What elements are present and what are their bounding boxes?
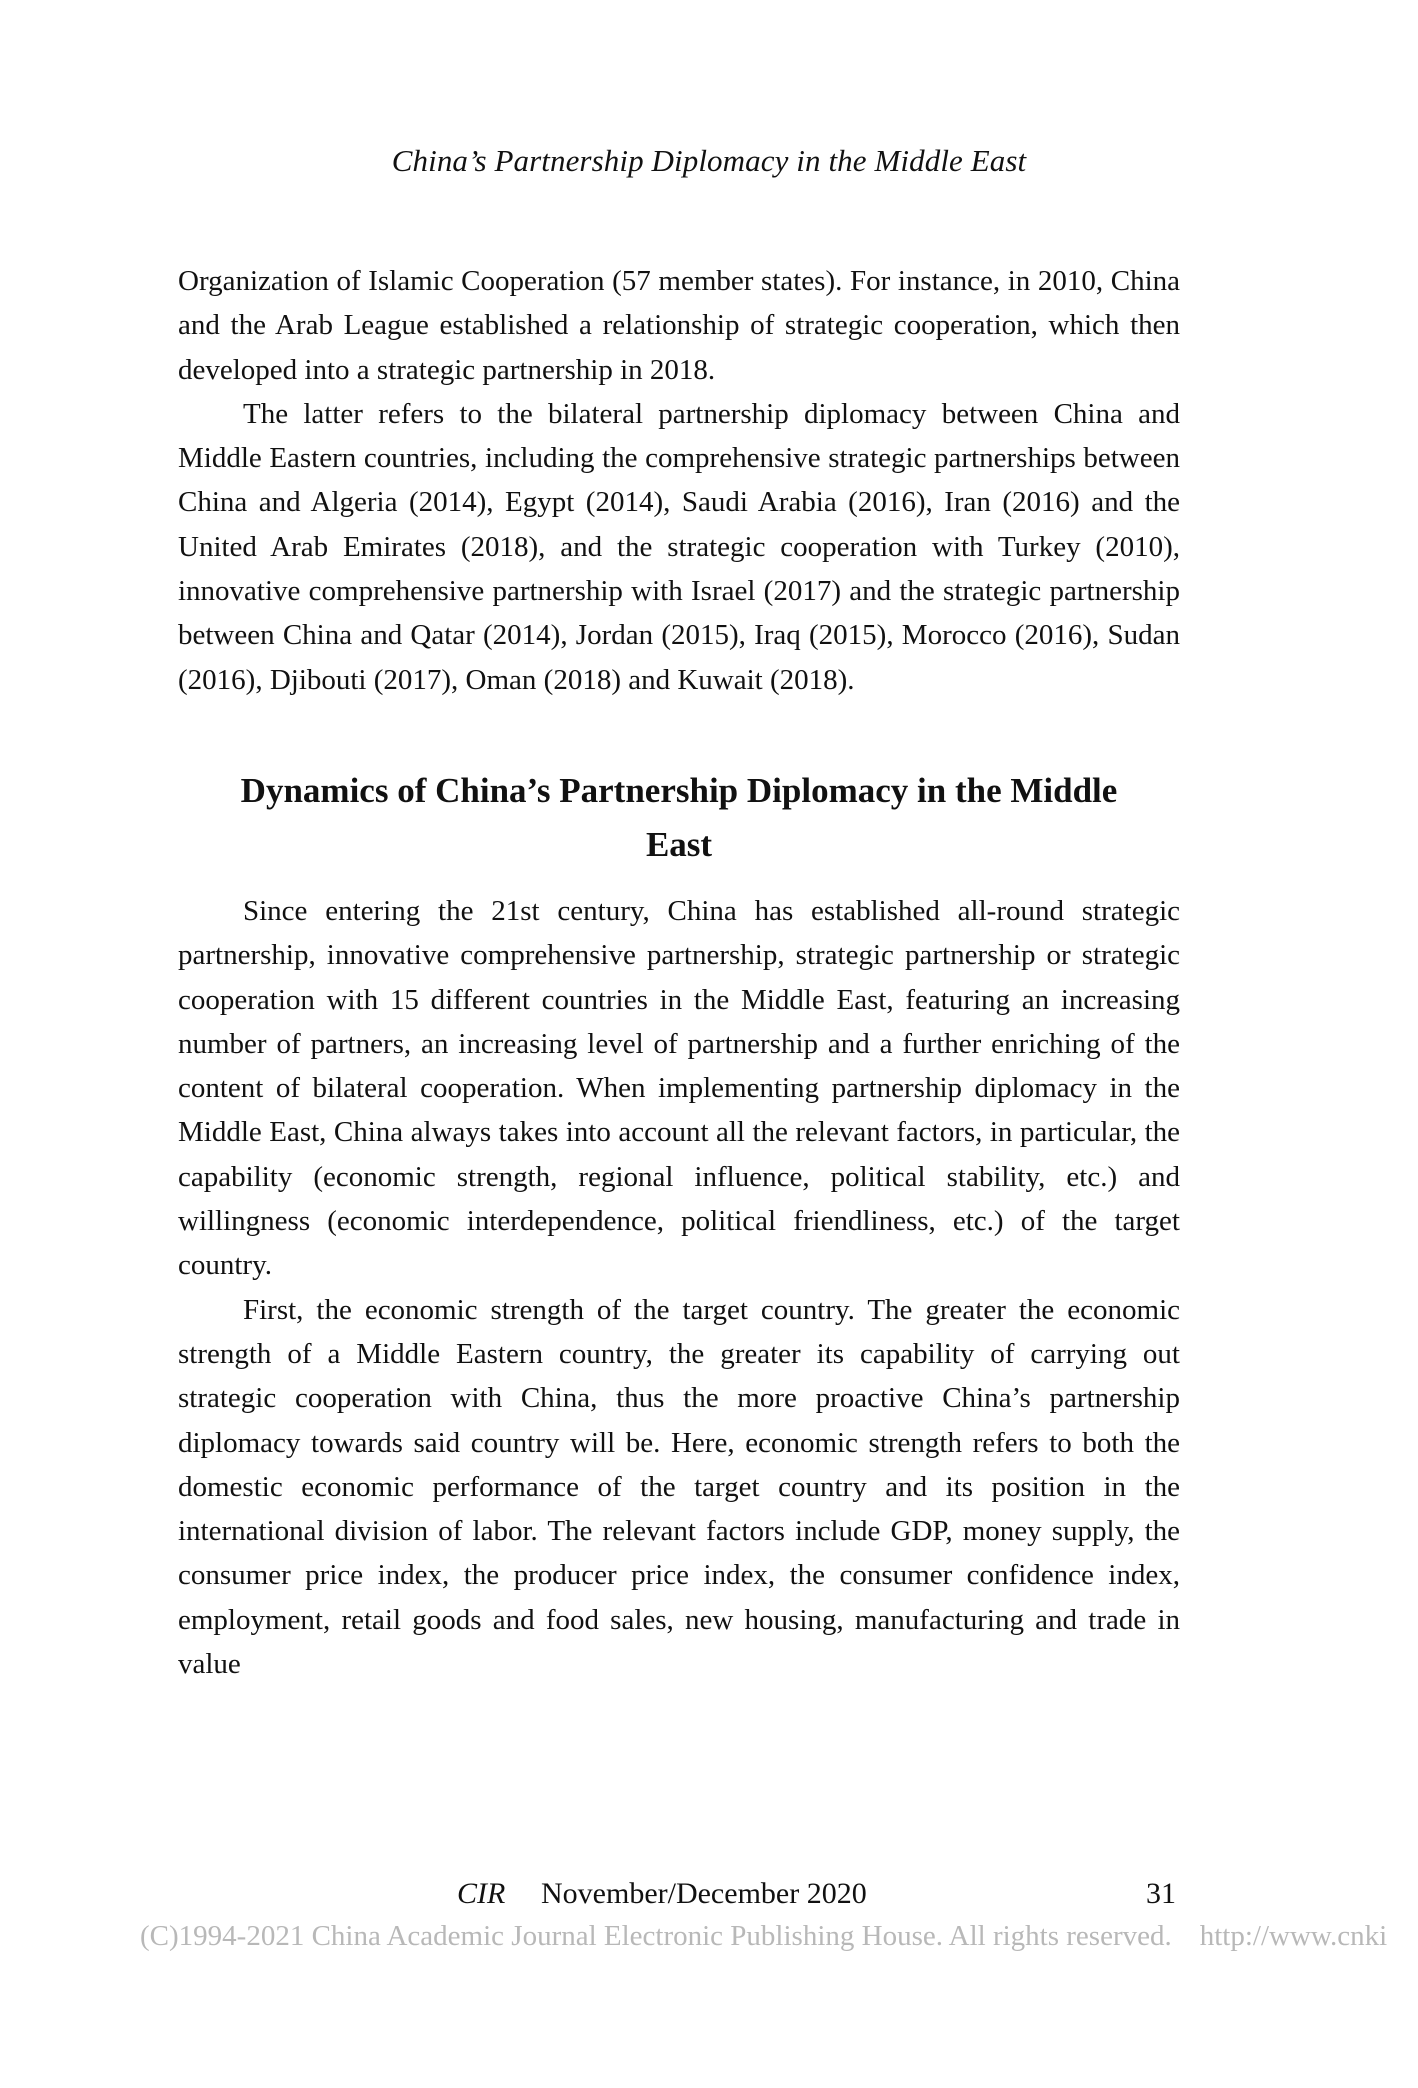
text-block-after-heading — [178, 889, 1180, 1686]
paragraph-continued: Organization of Islamic Cooperation (57 member states). For instance, in 2010, China and the Arab League established a relationship of strategic cooperation, which then developed into a strategic partnership in 2018. — [178, 265, 1180, 386]
paragraph-since-21st-century: Since entering the 21st century, China has established all-round strategic partnership, innovative comprehensive partnership, strategic partnership or strategic cooperation with 15 different countries in the Middle East, featuring an increasing number of partners, an increasing level of partnership and a further enriching of the content of bilateral cooperation. When implementing partnership diplomacy in the Middle East, China always takes into account all the relevant factors, in particular, the capability (economic strength, regional influence, political stability, etc.) and willingness (economic interdependence, political friendliness, etc.) of the target country. — [178, 895, 1180, 1282]
page-number: 31 — [1146, 1877, 1176, 1910]
page-footer — [0, 1874, 1418, 1914]
paragraph-bilateral-partnerships: The latter refers to the bilateral partnership diplomacy between China and Middle Eastern countries, including the comprehensive strategic partnerships between China and Algeria (2014), Egypt (2014), Saudi Arabia (2016), Iran (2016) and the United Arab Emirates (2018), and the strategic cooperation with Turkey (2010), innovative comprehensive partnership with Israel (2017) and the strategic partnership between China and Qatar (2014), Jordan (2015), Iraq (2015), Morocco (2016), Sudan (2016), Djibouti (2017), Oman (2018) and Kuwait (2018). — [178, 397, 1180, 696]
journal-issue: November/December 2020 — [541, 1877, 867, 1910]
copyright-watermark — [140, 1916, 1387, 1956]
running-header: China’s Partnership Diplomacy in the Middle East — [391, 143, 1027, 178]
copyright-notice: (C)1994-2021 China Academic Journal Electronic Publishing House. All rights reserved. — [140, 1920, 1172, 1952]
paragraph-economic-strength: First, the economic strength of the target country. The greater the economic strength of a Middle Eastern country, the greater its capability of carrying out strategic cooperation with China, thus the more proactive China’s partnership diplomacy towards said country will be. Here, economic strength refers to both the domestic economic performance of the target country and its position in the international division of labor. The relevant factors include GDP, money supply, the consumer price index, the producer price index, the consumer confidence index, employment, retail goods and food sales, new housing, manufacturing and trade in value — [178, 1293, 1180, 1681]
text-block-before-heading — [178, 259, 1180, 702]
copyright-url[interactable]: http://www.cnki — [1199, 1920, 1388, 1952]
section-heading-line-1: Dynamics of China’s Partnership Diplomacy in the Middle — [240, 771, 1118, 810]
journal-name: CIR — [457, 1877, 506, 1910]
section-heading — [190, 764, 1168, 872]
section-heading-line-2: East — [645, 825, 713, 864]
